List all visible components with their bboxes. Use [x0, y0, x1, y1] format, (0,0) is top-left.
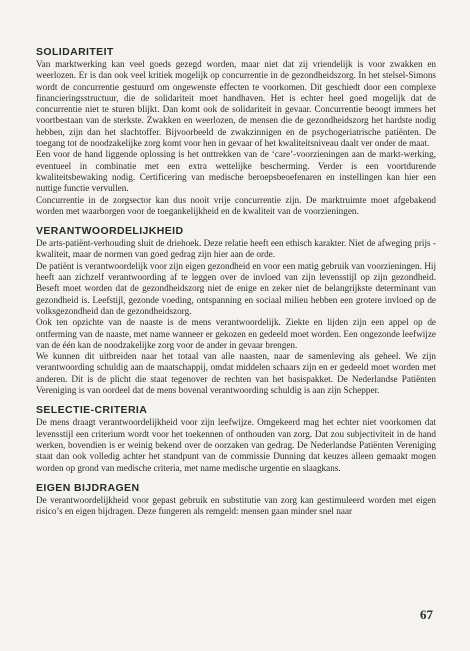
section-selectie-criteria — [36, 404, 436, 473]
paragraph: De mens draagt verantwoordelijkheid voor zijn leefwijze. Omgekeerd mag het echter niet voorkomen dat levensstijl een criterium wordt voor het toekennen of onthouden van zorg. Dat zou subjectiviteit in de hand werken, bovendien is er weinig bekend over de oorzaken van gedrag. De Nederlandse Patiënten Vereniging staat dan ook volledig achter het standpunt van de commissie Dunning dat keuzes alleen gemaakt mogen worden op grond van medische criteria, met name medische urgentie en slaagkans. — [36, 417, 436, 473]
section-eigen-bijdragen — [36, 482, 436, 518]
paragraph: We kunnen dit uitbreiden naar het totaal van alle naasten, naar de samenleving als geheel. We zijn verantwoording schuldig aan de maatschappij, omdat middelen schaars zijn en er gedeeld moet worden met anderen. Dit is de plicht die staat tegenover de rechten van het basispakket. De Nederlandse Patiënten Vereniging is van oordeel dat de mens bovenal verantwoording schuldig is aan zijn Schepper. — [36, 351, 436, 396]
document-body — [36, 46, 436, 525]
section-solidariteit — [36, 46, 436, 217]
section-verantwoordelijkheid — [36, 225, 436, 396]
paragraph: De patiënt is verantwoordelijk voor zijn eigen gezondheid en voor een matig gebruik van voorzieningen. Hij heeft aan zichzelf verantwoording af te leggen over de invloed van zijn levensstijl op zijn gezondheid. Beseft moet worden dat de gezondheidszorg niet de enige en zeker niet de belangrijkste determinant van gezondheid is. Leefstijl, gezonde voeding, ontspanning en sociaal milieu hebben een grotere invloed op de volksgezondheid dan de gezondheidszorg. — [36, 260, 436, 316]
page-number: 67 — [420, 607, 433, 622]
section-heading: SOLIDARITEIT — [36, 46, 114, 58]
section-heading: EIGEN BIJDRAGEN — [36, 481, 140, 494]
paragraph: Ook ten opzichte van de naaste is de mens verantwoordelijk. Ziekte en lijden zijn een appel op de ontferming van de naaste, met name wanneer er gekozen en gedeeld moet worden. Een ongezonde leefwijze van de één kan de noodzakelijke zorg voor de ander in gevaar brengen. — [36, 317, 436, 350]
section-heading: SELECTIE-CRITERIA — [36, 404, 148, 417]
paragraph: De arts-patiënt-verhouding sluit de driehoek. Deze relatie heeft een ethisch karakter. Niet de afweging prijs - kwaliteit, maar de normen van goed gedrag zijn hier aan de orde. — [36, 238, 436, 260]
paragraph: De verantwoordelijkheid voor gepast gebruik en substitutie van zorg kan gestimuleerd worden met eigen risico’s en eigen bijdragen. Deze fungeren als remgeld: mensen gaan minder snel naar — [36, 494, 436, 517]
paragraph: Van marktwerking kan veel goeds gezegd worden, maar niet dat zij vriendelijk is voor zwakken en weerlozen. Er is dan ook veel kritiek mogelijk op concurrentie in de gezondheidszorg. In het stelsel-Simons wordt de concurrentie gestuurd om ongewenste effecten te voorkomen. Dit geschiedt door een complexe financieringsstructuur, die de solidariteit moet handhaven. Het is echter heel goed mogelijk dat de concurrentie niet te sturen blijkt. Dan komt ook de solidariteit in gevaar. Concurrentie beoogt immers het voortbestaan van de sterkste. Zwakken en weerlozen, de mensen die de gezondheidszorg het hardste nodig hebben, zijn dan het slachtoffer. Bijvoorbeeld de zwakzinnigen en de psychogeriatrische patiënten. De toegang tot de noodzakelijke zorg komt voor hen in gevaar of het kwaliteitsniveau daalt ver onder de maat. — [36, 59, 436, 149]
paragraph: Concurrentie in de zorgsector kan dus nooit vrije concurrentie zijn. De marktruimte moet afgebakend worden met waarborgen voor de toegankelijkheid en de kwaliteit van de voorzieningen. — [36, 194, 436, 216]
paragraph: Een voor de hand liggende oplossing is het onttrekken van de ‘care’-voorzieningen aan de markt-werking, eventueel in combinatie met een extra wettelijke bescherming. Verder is een voortdurende kwaliteitsbewaking nodig. Certificering van medische beroepsbeoefenaren en instellingen kan hier een nuttige functie vervullen. — [36, 149, 436, 194]
section-heading: VERANTWOORDELIJKHEID — [36, 225, 184, 238]
